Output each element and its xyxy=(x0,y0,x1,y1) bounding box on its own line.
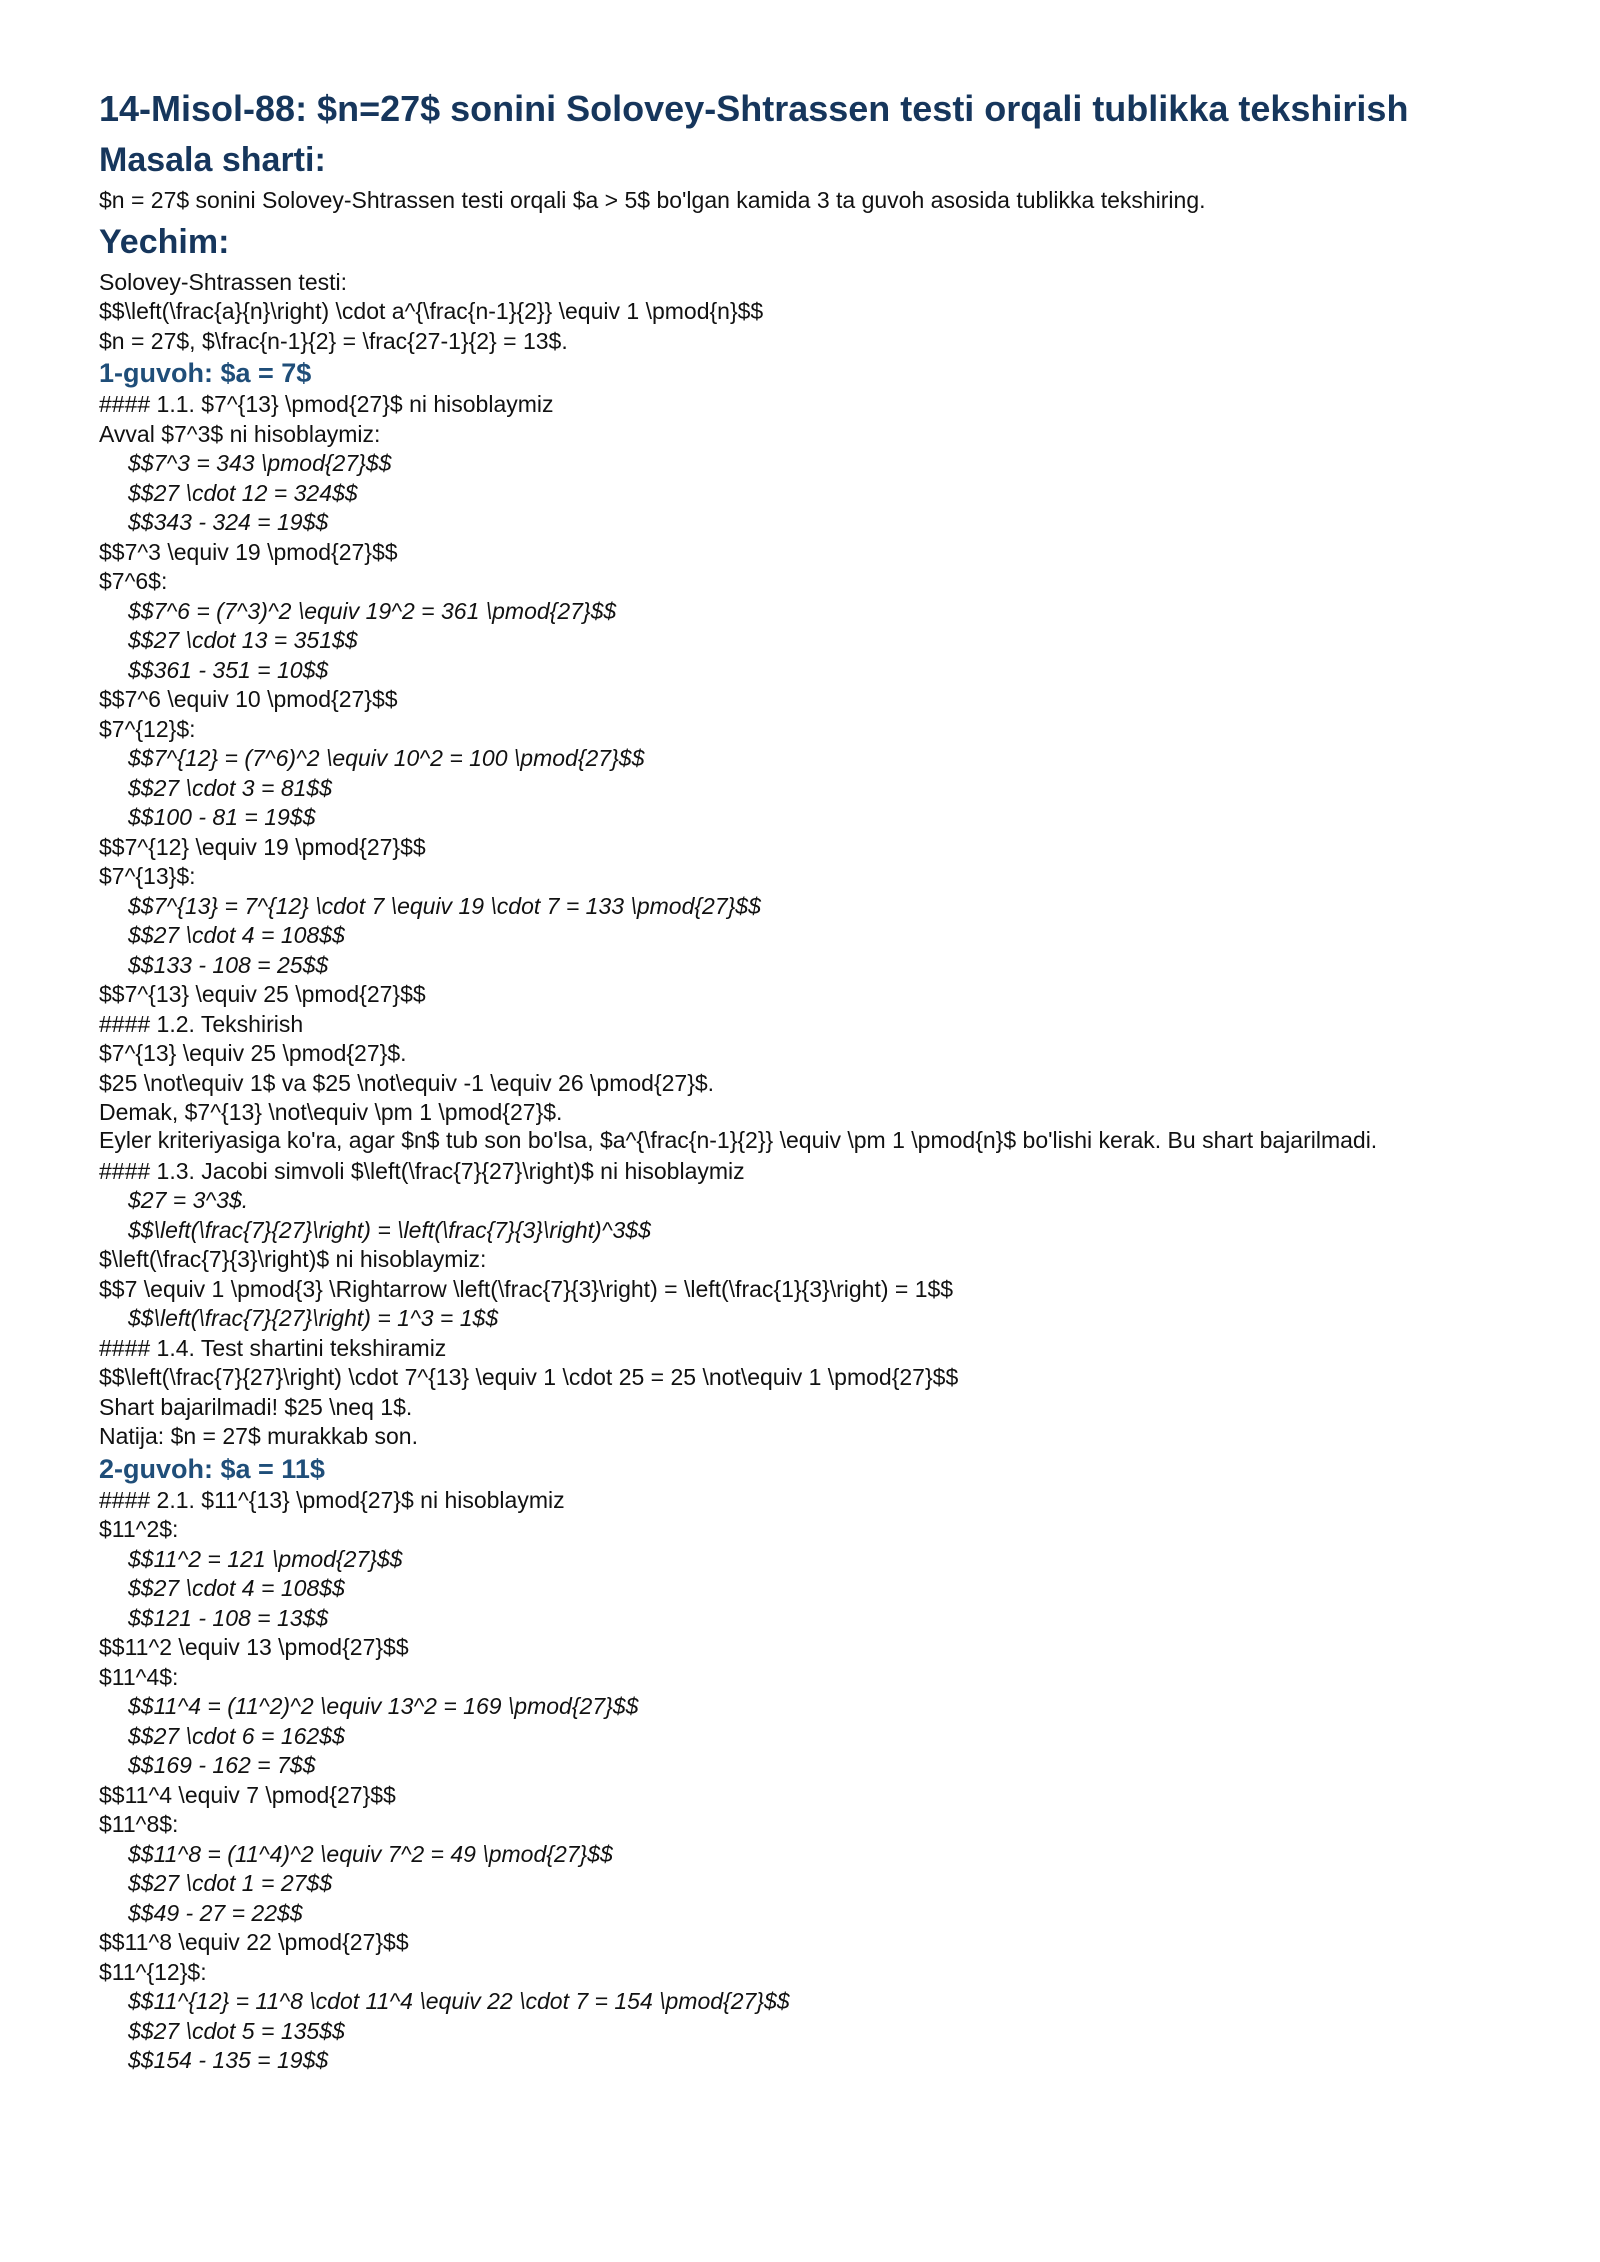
indented-formula-line: $$7^{12} = (7^6)^2 \equiv 10^2 = 100 \pmod{27}$$ xyxy=(128,745,645,771)
indented-formula-line: $$27 \cdot 4 = 108$$ xyxy=(128,922,345,948)
text-line: $$\left(\frac{7}{27}\right) \cdot 7^{13} \equiv 1 \cdot 25 = 25 \not\equiv 1 \pmod{27}$$ xyxy=(99,1364,959,1390)
text-line: $7^6$: xyxy=(99,568,168,594)
indented-formula-line: $$121 - 108 = 13$$ xyxy=(128,1604,329,1631)
text-line: $25 \not\equiv 1$ va $25 \not\equiv -1 \equiv 26 \pmod{27}$. xyxy=(99,1069,715,1096)
text-line: #### 1.2. Tekshirish xyxy=(99,1010,304,1037)
text-line: $$11^4 \equiv 7 \pmod{27}$$ xyxy=(99,1781,396,1808)
text-line: Shart bajarilmadi! $25 \neq 1$. xyxy=(99,1393,413,1420)
text-line: Avval $7^3$ ni hisoblaymiz: xyxy=(99,420,381,447)
indented-formula-line: $$361 - 351 = 10$$ xyxy=(128,656,329,683)
indented-formula-line: $$7^3 = 343 \pmod{27}$$ xyxy=(128,450,392,476)
indented-formula-line: $$27 \cdot 6 = 162$$ xyxy=(128,1722,345,1749)
text-line: $7^{13}$: xyxy=(99,863,196,889)
text-line: Natija: $n = 27$ murakkab son. xyxy=(99,1423,418,1449)
text-line: $$11^2 \equiv 13 \pmod{27}$$ xyxy=(99,1634,409,1660)
text-line: $11^4$: xyxy=(99,1663,179,1690)
text-line: #### 1.3. Jacobi simvoli $\left(\frac{7}{27}\right)$ ni hisoblaymiz xyxy=(99,1157,745,1184)
indented-formula-line: $$27 \cdot 13 = 351$$ xyxy=(128,627,358,653)
document-body xyxy=(99,134,1509,2076)
text-line: $\left(\frac{7}{3}\right)$ ni hisoblaymiz: xyxy=(99,1246,487,1272)
text-line: Solovey-Shtrassen testi: xyxy=(99,268,348,295)
indented-formula-line: $$11^8 = (11^4)^2 \equiv 7^2 = 49 \pmod{27}$$ xyxy=(128,1840,613,1867)
text-line: $$7^6 \equiv 10 \pmod{27}$$ xyxy=(99,686,398,712)
indented-formula-line: $$169 - 162 = 7$$ xyxy=(128,1752,316,1778)
paragraph: Eyler kriteriyasiga ko'ra, agar $n$ tub son bo'lsa, $a^{\frac{n-1}{2}} \equiv \pm 1 \pmod{n}$ bo'lishi kerak. Bu shart bajarilmadi. xyxy=(99,1126,1378,1153)
text-line: $$7 \equiv 1 \pmod{3} \Rightarrow \left(\frac{7}{3}\right) = \left(\frac{1}{3}\right) = 1$$ xyxy=(99,1275,954,1302)
indented-formula-line: $$27 \cdot 12 = 324$$ xyxy=(128,479,358,506)
indented-formula-line: $$11^{12} = 11^8 \cdot 11^4 \equiv 22 \cdot 7 = 154 \pmod{27}$$ xyxy=(128,1988,790,2014)
indented-formula-line: $$27 \cdot 5 = 135$$ xyxy=(128,2017,345,2044)
indented-formula-line: $$49 - 27 = 22$$ xyxy=(128,1899,303,1926)
text-line: $7^{12}$: xyxy=(99,715,196,742)
text-line: $$7^{13} \equiv 25 \pmod{27}$$ xyxy=(99,981,426,1007)
text-line: $$7^{12} \equiv 19 \pmod{27}$$ xyxy=(99,833,426,860)
text-line: #### 1.1. $7^{13} \pmod{27}$ ni hisoblaymiz xyxy=(99,391,554,417)
text-line: $n = 27$ sonini Solovey-Shtrassen testi orqali $a > 5$ bo'lgan kamida 3 ta guvoh asosida tublikka tekshiring. xyxy=(99,187,1206,213)
subsection-heading: 2-guvoh: $a = 11$ xyxy=(99,1453,325,1484)
document-title: 14-Misol-88: $n=27$ sonini Solovey-Shtrassen testi orqali tublikka tekshirish xyxy=(99,88,1409,129)
indented-formula-line: $$11^4 = (11^2)^2 \equiv 13^2 = 169 \pmod{27}$$ xyxy=(128,1693,639,1719)
indented-formula-line: $$100 - 81 = 19$$ xyxy=(128,804,316,830)
indented-formula-line: $$133 - 108 = 25$$ xyxy=(128,951,329,978)
indented-formula-line: $$7^6 = (7^3)^2 \equiv 19^2 = 361 \pmod{27}$$ xyxy=(128,597,617,624)
indented-formula-line: $$7^{13} = 7^{12} \cdot 7 \equiv 19 \cdot 7 = 133 \pmod{27}$$ xyxy=(128,892,761,919)
document-page xyxy=(99,84,1509,2076)
text-line: $7^{13} \equiv 25 \pmod{27}$. xyxy=(99,1040,407,1066)
section-heading: Yechim: xyxy=(99,222,230,261)
text-line: #### 2.1. $11^{13} \pmod{27}$ ni hisoblaymiz xyxy=(99,1486,565,1513)
subsection-heading: 1-guvoh: $a = 7$ xyxy=(99,358,312,388)
text-line: $n = 27$, $\frac{n-1}{2} = \frac{27-1}{2} = 13$. xyxy=(99,327,568,354)
indented-formula-line: $$27 \cdot 4 = 108$$ xyxy=(128,1575,345,1601)
text-line: $$\left(\frac{a}{n}\right) \cdot a^{\frac{n-1}{2}} \equiv 1 \pmod{n}$$ xyxy=(99,298,764,324)
text-line: Demak, $7^{13} \not\equiv \pm 1 \pmod{27}$. xyxy=(99,1099,563,1125)
text-line: $$11^8 \equiv 22 \pmod{27}$$ xyxy=(99,1929,409,1955)
text-line: $11^{12}$: xyxy=(99,1958,207,1985)
indented-formula-line: $$\left(\frac{7}{27}\right) = \left(\frac{7}{3}\right)^3$$ xyxy=(128,1216,651,1243)
indented-formula-line: $$11^2 = 121 \pmod{27}$$ xyxy=(128,1545,403,1572)
text-line: $11^8$: xyxy=(99,1811,179,1837)
indented-formula-line: $27 = 3^3$. xyxy=(128,1187,249,1213)
indented-formula-line: $$27 \cdot 1 = 27$$ xyxy=(128,1870,332,1896)
indented-formula-line: $$\left(\frac{7}{27}\right) = 1^3 = 1$$ xyxy=(128,1305,499,1331)
indented-formula-line: $$154 - 135 = 19$$ xyxy=(128,2047,329,2073)
text-line: #### 1.4. Test shartini tekshiramiz xyxy=(99,1334,447,1361)
section-heading: Masala sharti: xyxy=(99,141,326,179)
indented-formula-line: $$27 \cdot 3 = 81$$ xyxy=(128,774,332,801)
text-line: $$7^3 \equiv 19 \pmod{27}$$ xyxy=(99,538,398,565)
indented-formula-line: $$343 - 324 = 19$$ xyxy=(128,509,329,535)
text-line: $11^2$: xyxy=(99,1516,179,1542)
